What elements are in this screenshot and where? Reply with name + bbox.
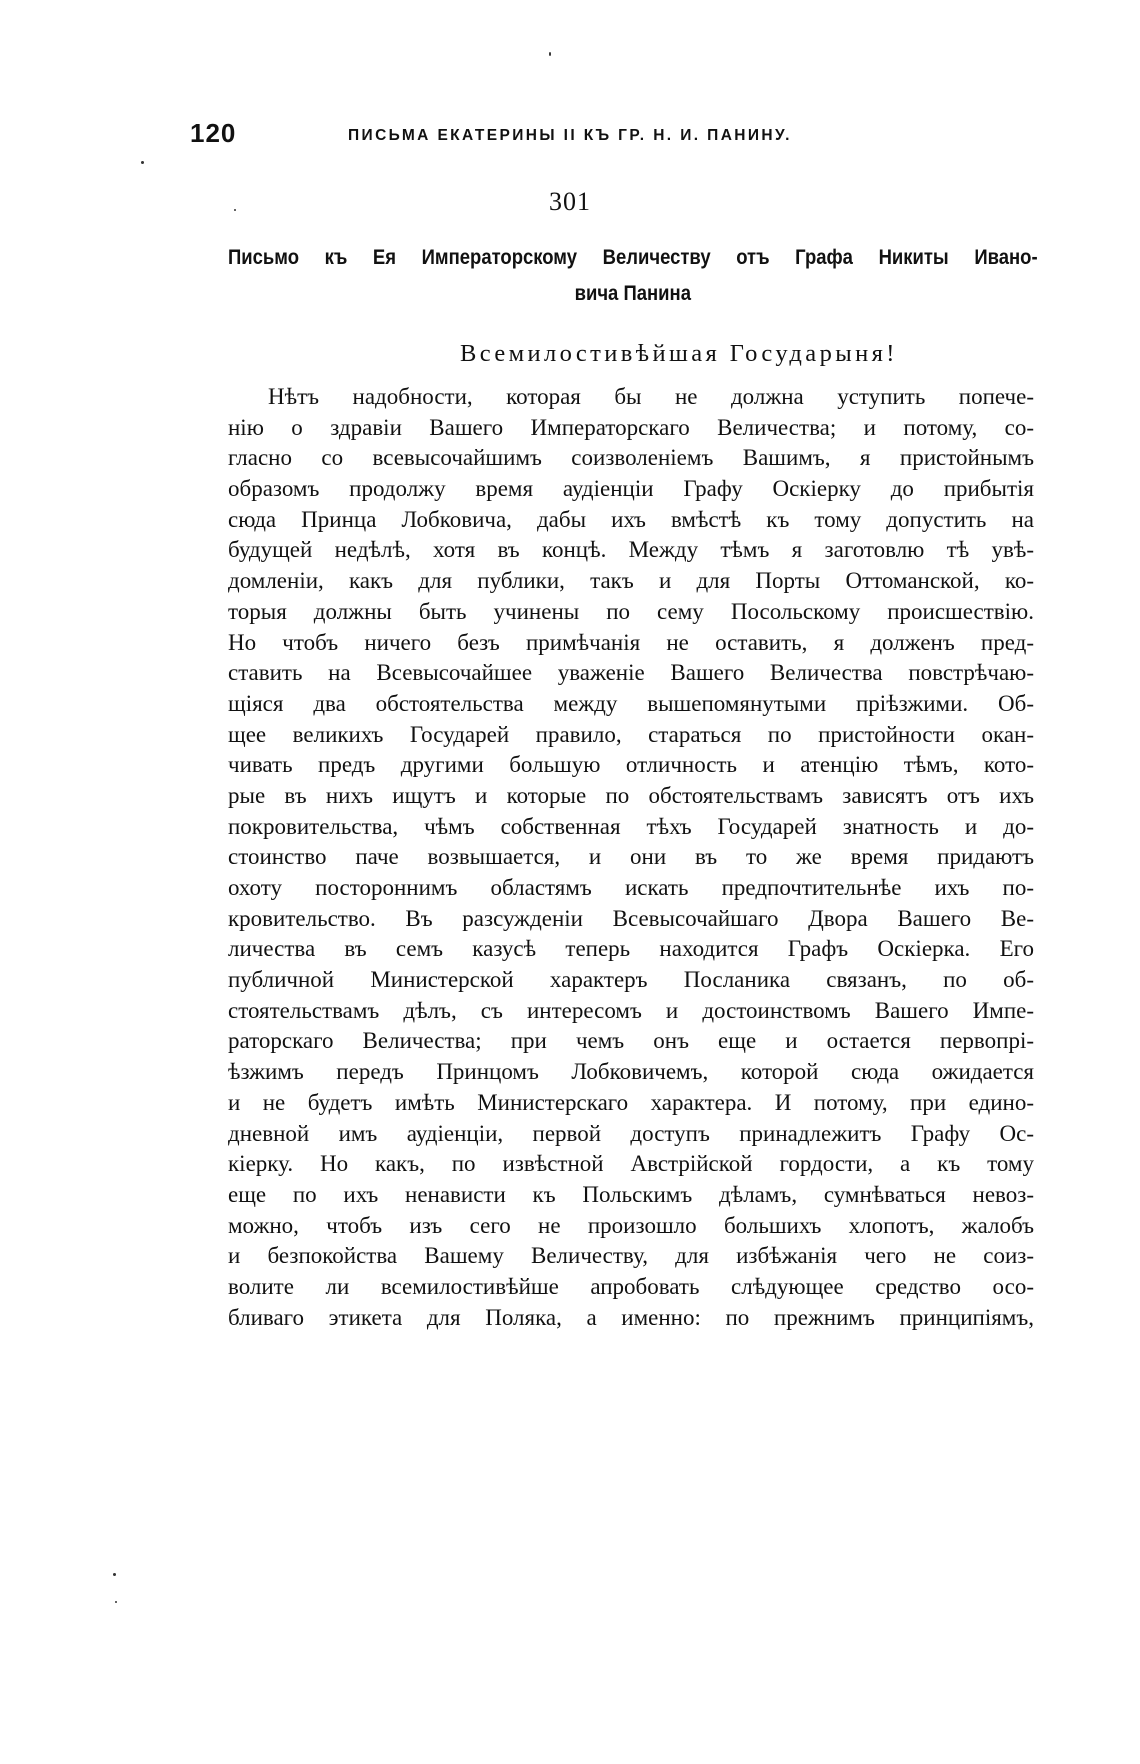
letter-title-line: Письмо къ Ея Императорскому Величеству отъ Графа Никиты Ивано- [228, 246, 1038, 269]
salutation: Всемилостивѣйшая Государыня! [460, 340, 898, 367]
body-line: сюда Принца Лобковича, дабы ихъ вмѣстѣ къ тому допустить на [228, 506, 1034, 532]
body-line: ѣзжимъ передъ Принцомъ Лобковичемъ, которой сюда ожидается [228, 1059, 1034, 1085]
page-number: 120 [190, 118, 237, 148]
scan-speck [141, 161, 144, 164]
body-line: бливаго этикета для Поляка, а именно: по прежнимъ принципіямъ, [228, 1304, 1034, 1330]
scan-speck [115, 1601, 117, 1603]
body-line: стоинство паче возвышается, и они въ то же время придаютъ [228, 844, 1034, 870]
letter-title-line: вича Панина [574, 282, 691, 305]
body-line: щіяся два обстоятельства между вышепомянутыми пріѣзжими. Об- [228, 690, 1034, 716]
body-line: гласно со всевысочайшимъ соизволеніемъ Вашимъ, я пристойнымъ [228, 445, 1034, 471]
body-line: образомъ продолжу время аудіенціи Графу Оскіерку до прибытія [228, 476, 1034, 502]
body-line: личества въ семъ казусѣ теперь находится Графъ Оскіерка. Его [228, 936, 1034, 962]
body-line: раторскаго Величества; при чемъ онъ еще и остается первопрі- [228, 1028, 1034, 1054]
body-line: публичной Министерской характеръ Посланика связанъ, по об- [228, 967, 1034, 993]
letter-title [228, 240, 1038, 312]
body-line: можно, чтобъ изъ сего не произошло большихъ хлопотъ, жалобъ [228, 1212, 1034, 1238]
body-line: и не будетъ имѣть Министерскаго характера. И потому, при едино- [228, 1089, 1034, 1115]
body-line: кровительство. Въ разсужденіи Всевысочайшаго Двора Вашего Ве- [228, 905, 1034, 931]
document-number: 301 [549, 187, 591, 216]
body-line: нію о здравіи Вашего Императорскаго Величества; и потому, со- [228, 414, 1034, 440]
scan-speck [113, 1573, 116, 1576]
body-line: покровительства, чѣмъ собственная тѣхъ Государей знатность и до- [228, 813, 1034, 839]
body-line: домленіи, какъ для публики, такъ и для Порты Оттоманской, ко- [228, 568, 1034, 594]
body-line: чивать предъ другими большую отличность и атенцію тѣмъ, кото- [228, 752, 1034, 778]
body-line: щее великихъ Государей правило, стараться по пристойности окан- [228, 721, 1034, 747]
body-line: дневной имъ аудіенціи, первой доступъ принадлежитъ Графу Ос- [228, 1120, 1034, 1146]
body-line: рые въ нихъ ищутъ и которые по обстоятельствамъ зависятъ отъ ихъ [228, 782, 1034, 808]
scan-speck [234, 209, 236, 211]
body-line: стоятельствамъ дѣлъ, съ интересомъ и достоинствомъ Вашего Импе- [228, 997, 1034, 1023]
body-line: торыя должны быть учинены по сему Посольскому происшествію. [228, 598, 1034, 624]
body-line: Но чтобъ ничего безъ примѣчанія не оставить, я долженъ пред- [228, 629, 1034, 655]
running-head [190, 118, 910, 158]
running-title: ПИСЬМА ЕКАТЕРИНЫ II КЪ ГР. Н. И. ПАНИНУ. [348, 127, 792, 144]
body-line: будущей недѣлѣ, хотя въ концѣ. Между тѣмъ я заготовлю тѣ увѣ- [228, 537, 1034, 563]
letter-body [228, 382, 1034, 1333]
body-line: еще по ихъ ненависти къ Польскимъ дѣламъ, сумнѣваться невоз- [228, 1181, 1034, 1207]
body-line: кіерку. Но какъ, по извѣстной Австрійской гордости, а къ тому [228, 1151, 1034, 1177]
scan-speck [549, 52, 551, 56]
body-line: и безпокойства Вашему Величеству, для избѣжанія чего не соиз- [228, 1243, 1034, 1269]
body-line: охоту постороннимъ областямъ искать предпочтительнѣе ихъ по- [228, 875, 1034, 900]
body-line: ставить на Всевысочайшее уваженіе Вашего Величества повстрѣчаю- [228, 660, 1034, 686]
body-line: волите ли всемилостивѣйше апробовать слѣдующее средство осо- [228, 1273, 1034, 1299]
body-line: Нѣтъ надобности, которая бы не должна уступить попече- [268, 384, 1034, 409]
